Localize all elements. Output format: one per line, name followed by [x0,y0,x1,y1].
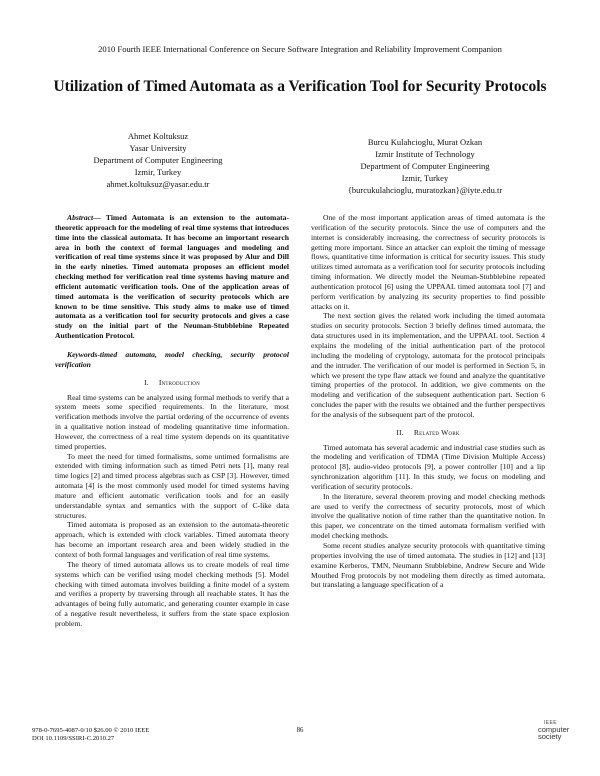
section-heading-introduction [55,378,289,388]
author-department: Department of Computer Engineering [93,155,223,165]
footer-doi: DOI 10.1109/SSIRI-C.2010.27 [32,735,115,742]
paragraph: The next section gives the related work including the timed automata studies on security protocols. Section 3 briefly defines timed automata, the data structures used in its implementation, and the UPPAAL tool. Section 4 explains the modeling of the initial authentication part of the protocol including the modeling of cryptology, automata for the protocol principals and the intruder. The verification of our model is performed in Section 5, in which we present the type flaw attack we found and analyze the quantitative timing properties of the protocol. In addition, we give comments on the modeling and verification of the subsequent authentication part. Section 6 concludes the paper with the results we obtained and the further perspectives for the analysis of the subsequent part of the protocol. [311,311,545,419]
abstract-label: Abstract [67,213,94,222]
section-heading-related-work [311,428,545,438]
paragraph: Timed automata has several academic and industrial case studies such as the modeling and verification of TDMA (Time Division Multiple Access) protocol [8], audio-video protocols [9], a power controller [10] and a lip synchronization algorithm [11]. In this study, we focus on modeling and verification of security protocols. [311,442,545,491]
section-title: Related Work [413,427,460,437]
paper-title: Utilization of Timed Automata as a Verification Tool for Security Protocols [53,78,547,95]
ieee-computer-society-logo [530,720,576,740]
author-location: Izmir, Turkey [134,167,182,177]
paragraph: In the literature, several theorem proving and model checking methods are used to verify the correctness of security protocols, most of which involve the qualitative notion of time rather than the quantitative notion. In this paper, we concentrate on the timed automata formalism verified with model checking methods. [311,491,545,541]
author-name: Burcu Kulahcioglu, Murat Ozkan [367,137,483,147]
author-affiliation: Izmir Institute of Technology [375,149,475,159]
author-department: Department of Computer Engineering [360,161,490,171]
author-affiliation: Yasar University [129,143,187,153]
paragraph: Real time systems can be analyzed using formal methods to verify that a system meets some specified requirements. In the literature, most verification methods involve the partial ordering of the occurrence of events in a qualitative notion instead of modeling quantitative time information. However, the correctness of a real time system depends on its quantitative timed properties. [55,392,289,451]
section-number: I. [144,377,149,387]
logo-top-text: IEEE [544,720,557,726]
page-number: 86 [296,727,304,734]
right-column [311,213,545,590]
paragraph: Some recent studies analyze security protocols with quantitative timing properties involving the use of timed automata. The studies in [12] and [13] examine Kerberos, TMN, Neumann Stubblebine, Andrew Secure and Wide Mouthed Frog protocols by not modeling them directly as timed automata, but translating a language specification of a [311,541,545,590]
abstract-text: — Timed Automata is an extension to the automata-theoretic approach for the modeling of real time systems that introduces time into the classical automata. It has become an important research area in both the context of formal languages and modeling and verification of real time systems since it was proposed by Alur and Dill in the early nineties. Timed automata proposes an efficient model checking method for verification real time systems having mature and efficient automatic verification tools. One of the application areas of timed automata is the verification of security protocols which are known to be time sensitive. This study aims to make use of timed automata as a verification tool for security protocols and gives a case study on the initial part of the Neuman-Stubblebine Repeated Authentication Protocol. [55,213,289,341]
footer-isbn: 978-0-7695-4087-0/10 $26.00 © 2010 IEEE [32,727,150,734]
author-block-2 [325,136,525,196]
logo-main-text: computer society [538,725,570,741]
paragraph: The theory of timed automata allows us to create models of real time systems which can be verified using model checking methods [5]. Model checking with timed automata involves building a finite model of a system and verifies a property by traversing through all reachable states. It has the advantages of being fully automatic, and generating counter example in case of a negative result nevertheless, it suffers from the state space explosion problem. [55,559,289,628]
paragraph: One of the most important application areas of timed automata is the verification of the security protocols. Since the use of computers and the internet is considerably increasing, the correctness of security protocols is getting more important. Since an attacker can exploit the timing of message flows, quantitative time information is critical for security issues. This study utilizes timed automata as a verification tool for security protocols including timing information. We directly model the Neuman-Stubblebine repeated authentication protocol [6] using the UPPAAL timed automata tool [7] and perform verification by analyzing its security properties to find possible attacks on it. [311,213,545,311]
author-block-1 [68,130,248,190]
section-title: Introduction [158,377,200,387]
left-column [55,213,289,629]
author-location: Izmir, Turkey [401,173,449,183]
section-number: II. [396,427,404,437]
abstract [55,213,289,341]
author-email: {burcukulahcioglu, muratozkan}@iyte.edu.tr [347,185,503,195]
author-name: Ahmet Koltuksuz [127,131,189,141]
author-email: ahmet.koltuksuz@yasar.edu.tr [106,179,210,189]
paragraph: To meet the need for timed formalisms, some untimed formalisms are extended with timing information such as timed Petri nets [1], many real time logics [2] and timed process algebras such as CSP [3]. However, timed automata [4] is the most commonly used model for timed systems having mature and efficient automatic verification tools and for an easily understandable syntax and semantics with the support of C-like data structures. [55,451,289,520]
paragraph: Timed automata is proposed as an extension to the automata-theoretic approach, which is extended with clock variables. Timed automata theory has become an important research area and been widely studied in the context of both formal languages and verification of real time systems. [55,520,289,559]
conference-header: 2010 Fourth IEEE International Conference on Secure Software Integration and Reliability Improvement Companion [98,44,502,54]
keywords: Keywords-timed automata, model checking, security protocol verification [55,349,289,369]
